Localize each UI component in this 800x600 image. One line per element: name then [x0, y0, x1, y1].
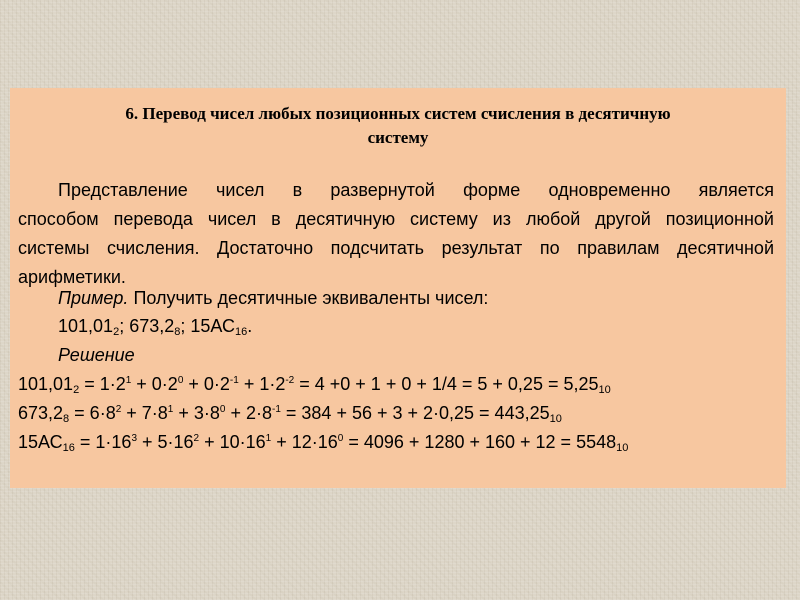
formula-hex	[18, 428, 628, 456]
formula-octal-result-base: 10	[549, 413, 562, 425]
intro-paragraph	[18, 176, 774, 292]
formula-hex-exp-1: 3	[131, 433, 137, 444]
formula-octal-term-3: + 3·8	[173, 403, 220, 423]
example-task-line	[58, 284, 488, 312]
formula-binary-exp-2: 0	[177, 375, 184, 386]
title-line-2: систему	[367, 128, 429, 147]
formula-hex-lhs: 15АС	[18, 432, 63, 452]
formula-hex-result: = 4096 + 1280 + 160 + 12 = 5548	[343, 432, 617, 452]
formula-binary-exp-4: -2	[285, 375, 295, 386]
paragraph-line-2: способом перевода чисел в десятичную систему из любой другой позиционной	[18, 209, 774, 229]
formula-binary-term-1: = 1·2	[79, 374, 126, 394]
paragraph-line-1: Представление чисел в развернутой форме одновременно является	[58, 180, 774, 200]
formula-binary-result: = 4 +0 + 1 + 0 + 1/4 = 5 + 0,25 = 5,25	[294, 374, 599, 394]
slide-panel	[10, 88, 786, 488]
formula-binary-lhs-base: 2	[73, 384, 80, 396]
formula-binary-term-2: + 0·2	[131, 374, 178, 394]
example-end: .	[247, 316, 253, 336]
example-number-3-base: 16	[235, 326, 248, 338]
formula-octal-exp-2: 1	[167, 404, 174, 415]
paragraph-line-4: арифметики.	[18, 267, 126, 287]
example-numbers-line	[58, 312, 488, 340]
formula-binary-term-3: + 0·2	[183, 374, 230, 394]
example-separator-2: ;	[180, 316, 191, 336]
formula-octal	[18, 399, 562, 427]
formula-octal-term-4: + 2·8	[225, 403, 272, 423]
formula-binary-exp-1: 1	[125, 375, 132, 386]
formula-octal-lhs: 673,2	[18, 403, 64, 423]
formula-hex-exp-4: 0	[337, 433, 344, 444]
formula-binary	[18, 370, 611, 398]
formula-hex-term-4: + 12·16	[271, 432, 338, 452]
formula-octal-exp-1: 2	[115, 404, 122, 415]
example-number-1-base: 2	[113, 326, 120, 338]
formula-binary-term-4: + 1·2	[238, 374, 286, 394]
formula-hex-term-1: = 1·16	[74, 432, 132, 452]
formula-octal-term-1: = 6·8	[69, 403, 116, 423]
example-label: Пример.	[58, 288, 129, 308]
example-task-text: Получить десятичные эквиваленты чисел:	[128, 288, 489, 308]
formula-binary-exp-3: -1	[229, 375, 239, 386]
formula-hex-term-3: + 10·16	[199, 432, 266, 452]
formula-octal-lhs-base: 8	[63, 413, 70, 425]
formula-hex-result-base: 10	[616, 442, 629, 454]
formula-hex-exp-2: 2	[193, 433, 200, 444]
solution-label: Решение	[58, 345, 135, 365]
formula-binary-lhs: 101,01	[18, 374, 74, 394]
example-number-1: 101,01	[58, 316, 114, 336]
paragraph-line-3: системы счисления. Достаточно подсчитать результат по правилам десятичной	[18, 238, 774, 258]
example-number-2: 673,2	[129, 316, 175, 336]
example-block	[58, 284, 488, 340]
formula-hex-term-2: + 5·16	[137, 432, 194, 452]
slide-title	[10, 102, 786, 150]
example-number-2-base: 8	[174, 326, 181, 338]
formula-octal-term-2: + 7·8	[121, 403, 168, 423]
formula-hex-lhs-base: 16	[62, 442, 75, 454]
formula-octal-exp-3: 0	[219, 404, 226, 415]
formula-hex-exp-3: 1	[265, 433, 272, 444]
formula-binary-result-base: 10	[598, 384, 611, 396]
example-number-3: 15АС	[190, 316, 236, 336]
title-line-1: 6. Перевод чисел любых позиционных систем счисления в десятичную	[125, 104, 671, 123]
formula-octal-result: = 384 + 56 + 3 + 2·0,25 = 443,25	[280, 403, 550, 423]
formula-octal-exp-4: -1	[271, 404, 281, 415]
example-separator-1: ;	[119, 316, 130, 336]
